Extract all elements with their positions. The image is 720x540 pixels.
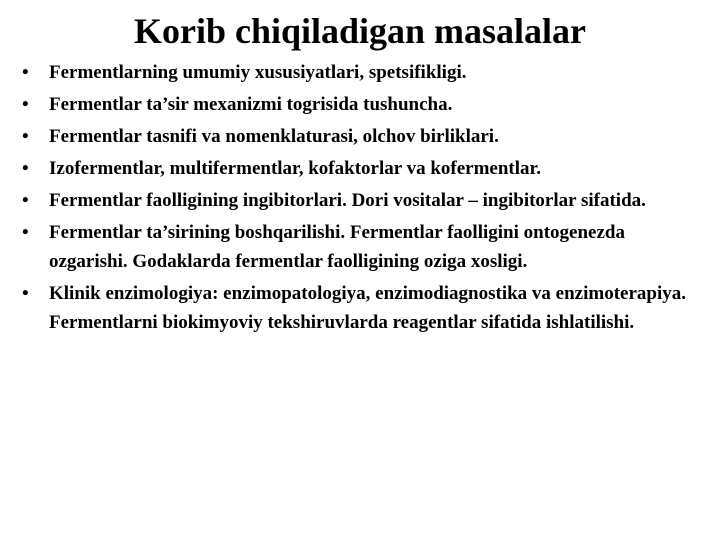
bullet-text: Fermentlar tasnifi va nomenklaturasi, olchov birliklari.	[49, 126, 499, 147]
bullet-text: Fermentlar faolligining ingibitorlari. Dori vositalar – ingibitorlar sifatida.	[49, 190, 646, 211]
bullet-text: Klinik enzimologiya: enzimopatologiya, enzimodiagnostika va enzimoterapiya. Fermentlarni biokimyoviy tekshiruvlarda reagentlar sifatida ishlatilishi.	[49, 283, 687, 333]
slide-title: Korib chiqiladigan masalalar	[133, 11, 587, 51]
bullet-icon: •	[22, 222, 29, 243]
bullet-icon: •	[22, 94, 29, 115]
bullet-item-2	[22, 90, 702, 119]
bullet-item-7	[22, 279, 702, 337]
bullet-text: Fermentlarning umumiy xususiyatlari, spetsifikligi.	[49, 62, 467, 83]
bullet-item-6	[22, 218, 702, 276]
bullet-text: Izofermentlar, multifermentlar, kofaktorlar va kofermentlar.	[49, 158, 541, 179]
bullet-list	[22, 58, 702, 340]
bullet-icon: •	[22, 158, 29, 179]
bullet-text: Fermentlar ta’sirining boshqarilishi. Fermentlar faolligini ontogenezda ozgarishi. Godaklarda fermentlar faolligining oziga xosligi.	[49, 222, 625, 272]
bullet-text: Fermentlar ta’sir mexanizmi togrisida tushuncha.	[49, 94, 453, 115]
bullet-item-5	[22, 186, 702, 215]
bullet-item-1	[22, 58, 702, 87]
bullet-icon: •	[22, 283, 29, 304]
bullet-icon: •	[22, 126, 29, 147]
bullet-item-4	[22, 154, 702, 183]
bullet-icon: •	[22, 62, 29, 83]
bullet-icon: •	[22, 190, 29, 211]
bullet-item-3	[22, 122, 702, 151]
